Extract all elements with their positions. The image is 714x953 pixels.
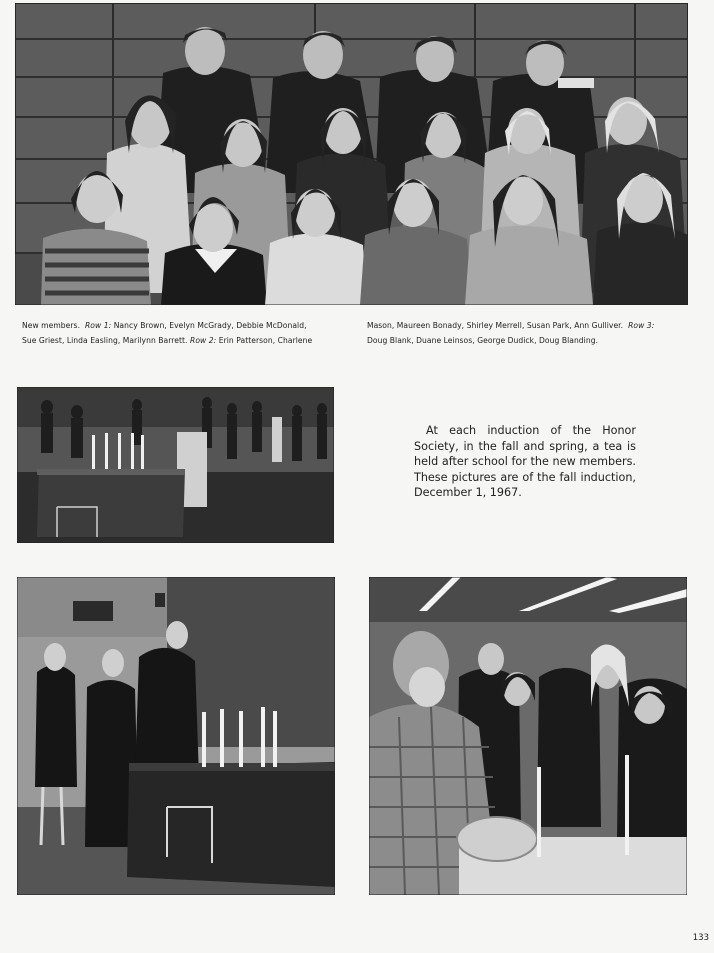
caption-line-4 [367, 333, 692, 348]
intro-paragraph: At each induction of the Honor Society, in the fall and spring, a tea is held after school for the new members. These pictures are of the fall induction, December 1, 1967. [414, 424, 636, 500]
row1-label: Row 1: [84, 321, 112, 330]
candle-lighting-photo [17, 577, 335, 895]
refreshments-photo [369, 577, 687, 895]
row2-label: Row 2: [190, 336, 217, 345]
row1-names-cont: Sue Griest, Linda Easling, Marilynn Barrett. [22, 336, 188, 345]
group-photo-caption-right [367, 318, 692, 348]
caption-line-3 [367, 318, 692, 333]
group-photo [15, 3, 688, 305]
row1-names: Nancy Brown, Evelyn McGrady, Debbie McDonald, [113, 321, 307, 330]
caption-lead: New members. [22, 321, 81, 330]
row3-names: Doug Blank, Duane Leinsos, George Dudick, Doug Blanding. [367, 336, 599, 345]
row2-names: Erin Patterson, Charlene [218, 336, 313, 345]
group-photo-caption-left [22, 318, 344, 348]
caption-line-1 [22, 318, 344, 333]
row2-names-cont: Mason, Maureen Bonady, Shirley Merrell, Susan Park, Ann Gulliver. [367, 321, 624, 330]
row3-label: Row 3: [628, 321, 655, 330]
tea-hall-photo [17, 387, 334, 543]
caption-line-2 [22, 333, 344, 348]
page-number: 133 [692, 933, 709, 943]
